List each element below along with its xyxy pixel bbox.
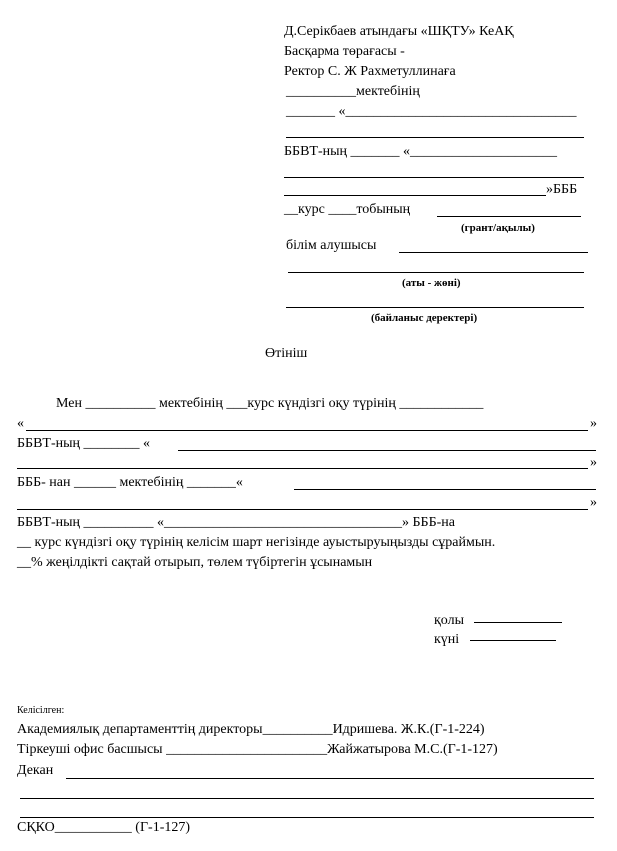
body-quote-close: » [590, 455, 597, 470]
header-blank-line [284, 177, 584, 178]
header-line-1: Д.Серікбаев атындағы «ШҚТУ» КеАҚ [284, 24, 514, 39]
header-blank-line [437, 216, 581, 217]
body-line-1: Мен __________ мектебінің ___курс күндізгі оқу түрінің ____________ [56, 396, 484, 411]
header-student: білім алушысы [286, 238, 377, 253]
header-school: __________мектебінің [286, 84, 420, 99]
dean-label: Декан [17, 763, 54, 778]
approval-line-1: Академиялық департаменттің директоры__________Идришева. Ж.К.(Г-1-224) [17, 722, 485, 737]
body-line-7: ББBТ-ның __________ «__________________________________» БББ-на [17, 515, 456, 530]
dean-line [20, 817, 594, 818]
header-bbbt-line: ББBТ-ның _______ «_____________________ [284, 144, 558, 159]
contacts-label: (байланыс деректері) [371, 312, 478, 324]
header-blank-line [286, 137, 584, 138]
signature-label: қолы [434, 613, 465, 628]
name-label: (аты - жөні) [402, 277, 461, 289]
scko-line: СҚКО___________ (Г-1-127) [17, 820, 191, 835]
grant-label: (грант/ақылы) [461, 222, 535, 234]
body-blank-line [17, 509, 588, 510]
body-blank-line [26, 430, 588, 431]
signature-line [474, 622, 562, 623]
header-quote-line: _______ «_________________________________ [286, 104, 577, 119]
body-quote-close: » [590, 416, 597, 431]
header-blank-line [286, 307, 584, 308]
body-quote-open: « [17, 416, 24, 431]
body-line-3: ББBТ-ның ________ « [17, 436, 151, 451]
body-blank-line [294, 489, 596, 490]
header-course-group: __курс ____тобының [284, 202, 411, 217]
body-line-9: __% жеңілдікті сақтай отырып, төлем түбіртегін ұсынамын [17, 555, 373, 570]
page-title: Өтініш [265, 346, 308, 361]
header-line-2: Басқарма төрағасы - [284, 44, 405, 59]
date-line [470, 640, 556, 641]
header-blank-line [284, 195, 546, 196]
approval-line-2: Тіркеуші офис басшысы _______________________Жайжатырова М.С.(Г-1-127) [17, 742, 498, 757]
body-quote-close: » [590, 495, 597, 510]
body-line-5: БББ- нан ______ мектебінің _______« [17, 475, 243, 490]
body-blank-line [17, 468, 588, 469]
header-line-3: Ректор С. Ж Рахметуллинаға [284, 64, 456, 79]
header-blank-line [399, 252, 588, 253]
dean-line [66, 778, 594, 779]
dean-line [20, 798, 594, 799]
date-label: күні [434, 632, 460, 647]
body-blank-line [178, 450, 596, 451]
body-line-8: __ курс күндізгі оқу түрінің келісім шарт негізінде ауыстыруыңызды сұраймын. [17, 535, 496, 550]
approval-label: Келісілген: [17, 705, 65, 716]
header-bbb-end: »БББ [546, 182, 578, 197]
header-blank-line [288, 272, 584, 273]
